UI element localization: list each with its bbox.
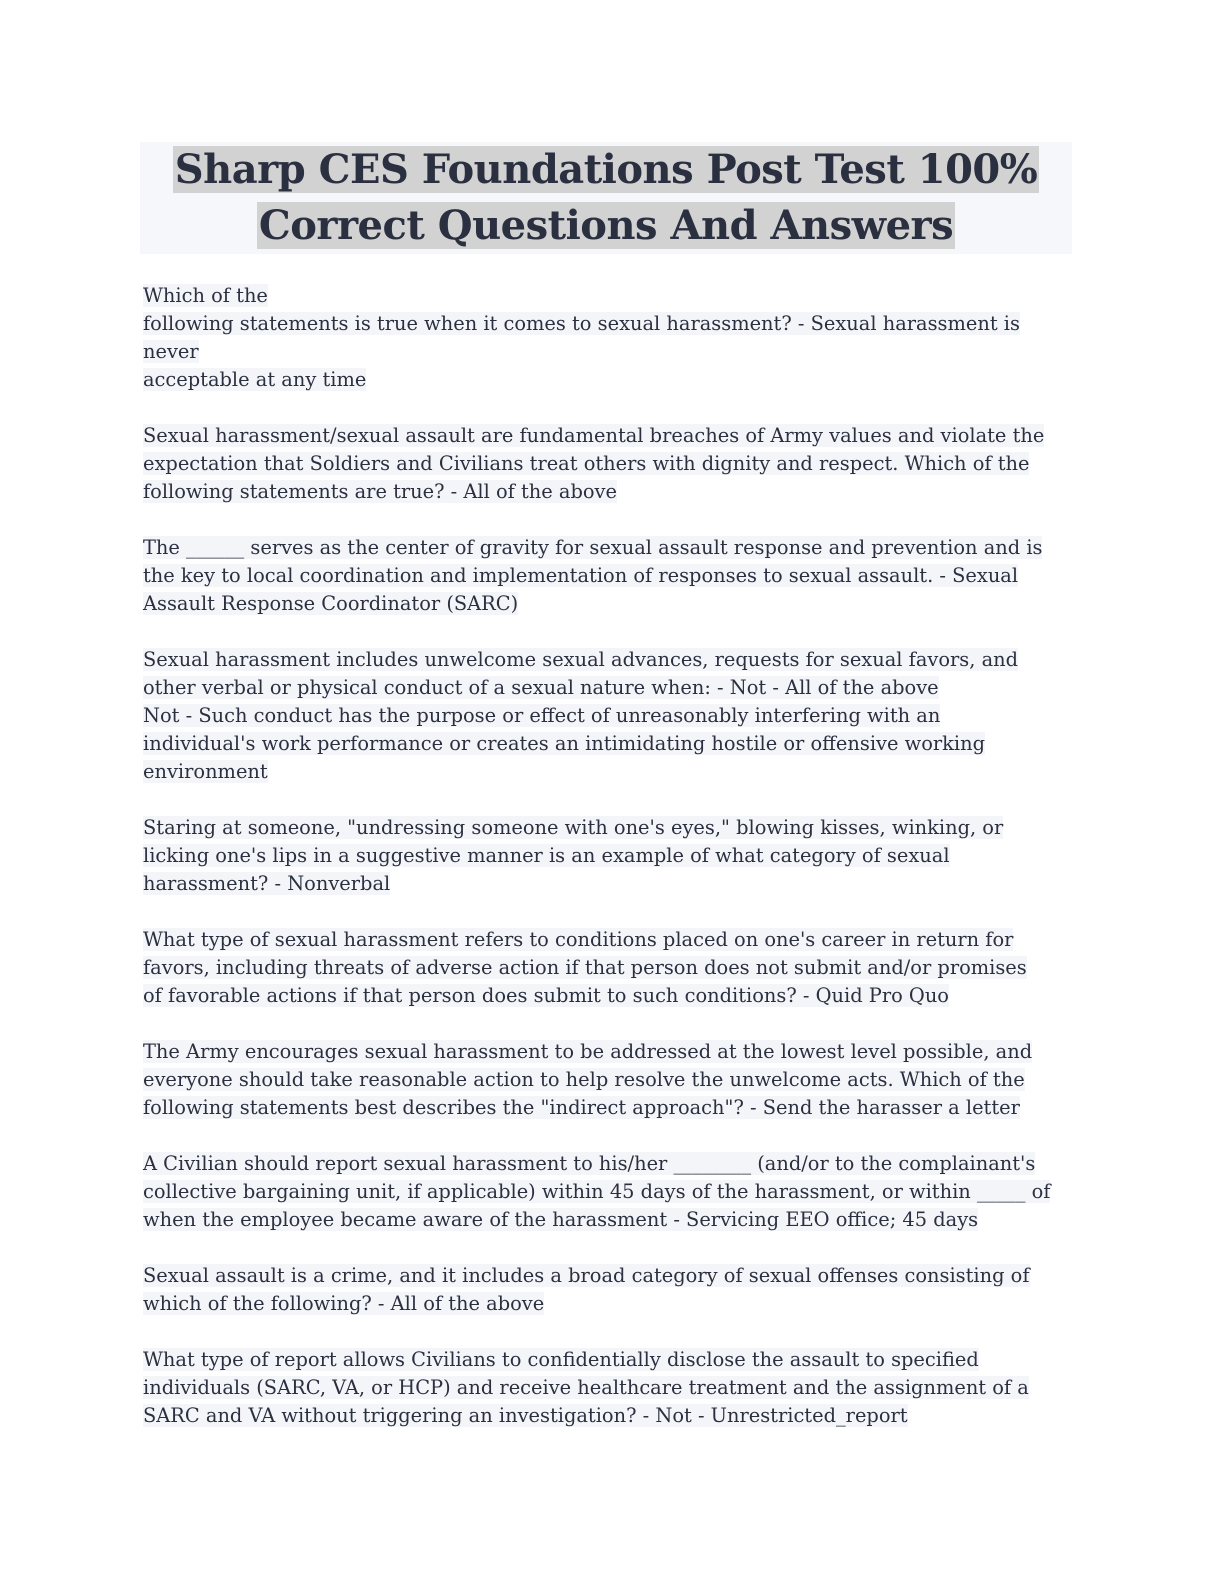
qa-item bbox=[143, 534, 1078, 618]
qa-line: everyone should take reasonable action to help resolve the unwelcome acts. Which of the bbox=[143, 1068, 1025, 1091]
qa-list bbox=[143, 282, 1078, 1458]
qa-line: expectation that Soldiers and Civilians treat others with dignity and respect. Which of the bbox=[143, 452, 1030, 475]
title-line-1: Sharp CES Foundations Post Test 100% bbox=[174, 146, 1038, 193]
qa-item bbox=[143, 814, 1078, 898]
qa-line: individual's work performance or creates an intimidating hostile or offensive working bbox=[143, 732, 986, 755]
qa-line: Sexual harassment/sexual assault are fundamental breaches of Army values and violate the bbox=[143, 424, 1045, 447]
qa-line: collective bargaining unit, if applicable) within 45 days of the harassment, or within _____ of bbox=[143, 1180, 1051, 1203]
qa-line: when the employee became aware of the harassment - Servicing EEO office; 45 days bbox=[143, 1208, 979, 1231]
qa-line: What type of sexual harassment refers to conditions placed on one's career in return for bbox=[143, 928, 1014, 951]
qa-line: acceptable at any time bbox=[143, 368, 367, 391]
title-line-2: Correct Questions And Answers bbox=[258, 202, 954, 249]
qa-line: Sexual assault is a crime, and it includes a broad category of sexual offenses consisting of bbox=[143, 1264, 1030, 1287]
qa-item bbox=[143, 422, 1078, 506]
qa-line: environment bbox=[143, 760, 268, 783]
qa-line: following statements is true when it comes to sexual harassment? - Sexual harassment is bbox=[143, 312, 1020, 335]
qa-line: favors, including threats of adverse action if that person does not submit and/or promises bbox=[143, 956, 1027, 979]
qa-line: Which of the bbox=[143, 284, 268, 307]
qa-line: never bbox=[143, 340, 199, 363]
qa-item bbox=[143, 1150, 1078, 1234]
qa-line: individuals (SARC, VA, or HCP) and receive healthcare treatment and the assignment of a bbox=[143, 1376, 1029, 1399]
qa-item bbox=[143, 1346, 1078, 1430]
qa-line: the key to local coordination and implementation of responses to sexual assault. - Sexual bbox=[143, 564, 1019, 587]
qa-line: A Civilian should report sexual harassment to his/her ________ (and/or to the complainant's bbox=[143, 1152, 1036, 1175]
qa-line: The ______ serves as the center of gravity for sexual assault response and prevention and is bbox=[143, 536, 1043, 559]
qa-line: of favorable actions if that person does submit to such conditions? - Quid Pro Quo bbox=[143, 984, 949, 1007]
qa-item bbox=[143, 282, 1078, 394]
qa-line: following statements are true? - All of the above bbox=[143, 480, 617, 503]
qa-line: Staring at someone, "undressing someone with one's eyes," blowing kisses, winking, or bbox=[143, 816, 1004, 839]
qa-line: SARC and VA without triggering an investigation? - Not - Unrestricted_report bbox=[143, 1404, 908, 1427]
document-title bbox=[140, 142, 1072, 254]
qa-line: Sexual harassment includes unwelcome sexual advances, requests for sexual favors, and bbox=[143, 648, 1019, 671]
qa-line: which of the following? - All of the above bbox=[143, 1292, 545, 1315]
qa-line: other verbal or physical conduct of a sexual nature when: - Not - All of the above bbox=[143, 676, 939, 699]
qa-item bbox=[143, 926, 1078, 1010]
qa-line: What type of report allows Civilians to confidentially disclose the assault to specified bbox=[143, 1348, 979, 1371]
qa-line: following statements best describes the "indirect approach"? - Send the harasser a letter bbox=[143, 1096, 1020, 1119]
qa-line: harassment? - Nonverbal bbox=[143, 872, 391, 895]
qa-item bbox=[143, 646, 1078, 786]
qa-line: licking one's lips in a suggestive manner is an example of what category of sexual bbox=[143, 844, 950, 867]
qa-item bbox=[143, 1038, 1078, 1122]
qa-item bbox=[143, 1262, 1078, 1318]
qa-line: The Army encourages sexual harassment to be addressed at the lowest level possible, and bbox=[143, 1040, 1033, 1063]
qa-line: Not - Such conduct has the purpose or effect of unreasonably interfering with an bbox=[143, 704, 941, 727]
qa-line: Assault Response Coordinator (SARC) bbox=[143, 592, 519, 615]
